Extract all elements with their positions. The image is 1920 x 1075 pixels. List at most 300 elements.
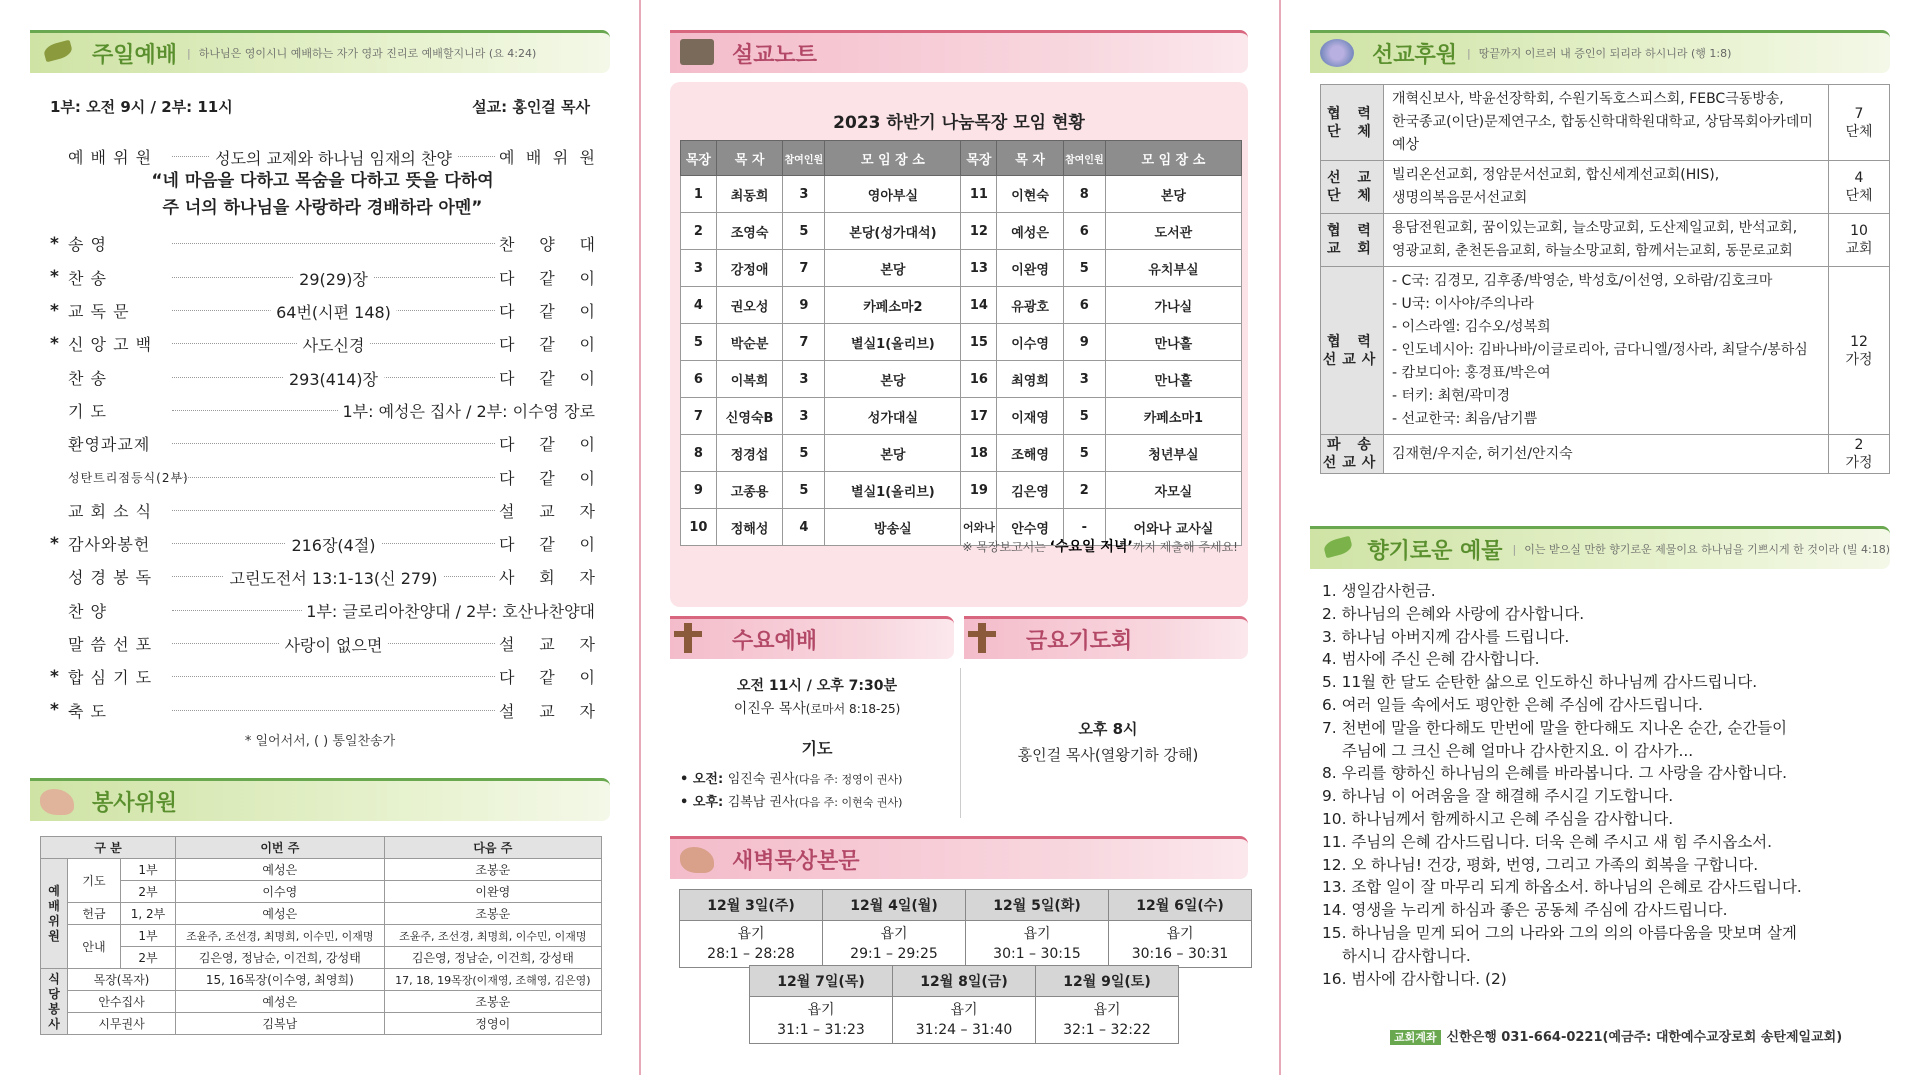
offering-item: 2. 하나님의 은혜와 사랑에 감사합니다. xyxy=(1322,604,1585,623)
table-row xyxy=(681,176,1242,213)
mission-label xyxy=(1321,435,1384,474)
offering-item: 13. 조합 일이 잘 마무리 되게 하옵소서. 하나님의 은혜로 감사드립니다. xyxy=(1322,878,1802,897)
mission-label-line: 단 체 xyxy=(1327,123,1377,140)
dawn-date: 12월 7일(목) xyxy=(750,966,893,997)
dawn-range: 32:1 – 32:22 xyxy=(1063,1022,1151,1038)
dawn-book: 욥기 xyxy=(1166,926,1194,942)
group-col-header: 목장 xyxy=(961,141,997,176)
standing-mark: * xyxy=(50,666,59,687)
offering-item: 10. 하나님께서 함께하시고 은혜 주심을 감사합니다. xyxy=(1322,809,1674,828)
group-cell: 5 xyxy=(1063,435,1105,472)
group-cell: 도서관 xyxy=(1105,213,1241,250)
mission-content xyxy=(1384,85,1829,161)
mission-count xyxy=(1829,85,1890,161)
group-cell: 안수영 xyxy=(997,509,1064,546)
table-row xyxy=(41,859,602,881)
order-detail: 고린도전서 13:1-13(신 279) xyxy=(224,566,444,589)
dawn-header xyxy=(670,836,1248,879)
order-leader-line xyxy=(172,149,495,169)
order-leader-line xyxy=(172,710,495,711)
mission-label-line: 선교사 xyxy=(1322,455,1382,471)
offering-list xyxy=(1322,580,1892,990)
table-row xyxy=(1321,435,1890,474)
worship-footnote: * 일어서서, ( ) 통일찬송가 xyxy=(244,734,396,749)
mission-title: 선교후원 xyxy=(1372,42,1458,68)
service-cell: 안수집사 xyxy=(68,991,176,1013)
group-cell: 이복희 xyxy=(716,361,783,398)
group-col-header: 목 자 xyxy=(716,141,783,176)
dawn-book: 욥기 xyxy=(737,926,765,942)
mission-content-line: - 인도네시아: 김바나바/이글로리아, 금다니엘/정사라, 최달수/봉하심 xyxy=(1392,342,1808,358)
group-cell: - xyxy=(1063,509,1105,546)
table-row xyxy=(681,435,1242,472)
group-cell: 본당(성가대석) xyxy=(825,213,961,250)
worship-order xyxy=(50,140,595,727)
friday-title: 금요기도회 xyxy=(1026,628,1133,654)
group-cell: 유치부실 xyxy=(1105,250,1241,287)
group-cell: 12 xyxy=(961,213,997,250)
group-cell: 8 xyxy=(1063,176,1105,213)
group-cell: 7 xyxy=(681,398,717,435)
group-col-header: 참여인원 xyxy=(783,141,825,176)
standing-mark: * xyxy=(50,300,59,321)
group-cell: 최영희 xyxy=(997,361,1064,398)
wednesday-title: 수요예배 xyxy=(732,628,818,654)
mission-content-line: 영광교회, 춘천돈음교회, 하늘소망교회, 함께서는교회, 동문로교회 xyxy=(1392,243,1793,259)
panel-divider xyxy=(639,0,641,1075)
service-cell: 조봉운 xyxy=(384,903,601,925)
table-row xyxy=(41,969,602,991)
order-performer: 다 같 이 xyxy=(499,268,595,288)
group-cell: 이수영 xyxy=(997,324,1064,361)
order-detail: 216장(4절) xyxy=(285,533,381,556)
wednesday-time: 오전 11시 / 오후 7:30분 xyxy=(736,678,898,694)
mission-label xyxy=(1321,85,1384,161)
group-cell: 별실1(올리브) xyxy=(825,324,961,361)
group-cell: 본당 xyxy=(1105,176,1241,213)
group-cell: 5 xyxy=(1063,398,1105,435)
group-cell: 신영숙B xyxy=(716,398,783,435)
prayer-next: (다음 주: 이현숙 권사) xyxy=(794,796,903,809)
group-cell: 7 xyxy=(783,250,825,287)
table-row xyxy=(41,947,602,969)
group-cell: 3 xyxy=(1063,361,1105,398)
table-row xyxy=(681,250,1242,287)
mission-count-line: 단체 xyxy=(1845,188,1873,204)
group-cell: 13 xyxy=(961,250,997,287)
bank-account: 신한은행 031-664-0221(예금주: 대한예수교장로회 송탄제일교회) xyxy=(1446,1030,1843,1045)
speaker-name: 이진우 목사 xyxy=(733,701,806,717)
dawn-date-row xyxy=(750,966,1179,997)
mission-table xyxy=(1320,84,1890,474)
group-table-title: 2023 하반기 나눔목장 모임 현황 xyxy=(833,113,1085,133)
order-label: 성탄트리점등식(2부) xyxy=(68,470,189,485)
mission-count xyxy=(1829,214,1890,267)
cross-icon xyxy=(964,619,1022,659)
prayer-am xyxy=(680,768,970,791)
order-label: 합 심 기 도 xyxy=(68,668,153,688)
order-row xyxy=(50,560,595,593)
service-cell: 조윤주, 조선경, 최명희, 이수민, 이재명 xyxy=(176,925,385,947)
service-cell: 목장(목자) xyxy=(68,969,176,991)
group-cell: 조해영 xyxy=(997,435,1064,472)
order-row xyxy=(50,660,595,693)
offering-item: 1. 생일감사헌금. xyxy=(1322,582,1436,600)
creed-text xyxy=(50,168,595,222)
group-cell: 만나홀 xyxy=(1105,361,1241,398)
dawn-book: 욥기 xyxy=(1023,926,1051,942)
group-cell: 본당 xyxy=(825,435,961,472)
mission-content-line: 한국종교(이단)문제연구소, 합동신학대학원대학교, 상담목회아카데미예상 xyxy=(1392,114,1813,153)
offering-item: 3. 하나님 아버지께 감사를 드립니다. xyxy=(1322,627,1570,646)
panel-divider xyxy=(1279,0,1281,1075)
group-cell: 3 xyxy=(783,176,825,213)
group-cell: 3 xyxy=(783,398,825,435)
sprout-icon xyxy=(1310,529,1363,569)
order-performer: 설 교 자 xyxy=(499,701,595,721)
worship-preacher: 설교: 홍인걸 목사 xyxy=(472,98,590,116)
group-cell: 9 xyxy=(783,287,825,324)
dawn-table-2 xyxy=(749,965,1179,1044)
mission-label-line: 협 력 xyxy=(1327,223,1377,239)
order-label: 성 경 봉 독 xyxy=(68,568,153,588)
dawn-date: 12월 6일(수) xyxy=(1109,890,1252,921)
service-cell: 1부 xyxy=(121,925,176,947)
group-cell: 16 xyxy=(961,361,997,398)
order-label: 기 도 xyxy=(68,401,107,421)
hands-icon xyxy=(30,781,88,821)
group-cell: 이재영 xyxy=(997,398,1064,435)
creed-line: “네 마음을 다하고 목숨을 다하고 뜻을 다하여 xyxy=(151,171,494,191)
prayer-next: (다음 주: 정영이 권사) xyxy=(794,773,903,786)
group-cell: 가나실 xyxy=(1105,287,1241,324)
dawn-range: 31:1 – 31:23 xyxy=(777,1022,865,1038)
mission-content-line: 용담전원교회, 꿈이있는교회, 늘소망교회, 도산제일교회, 반석교회, xyxy=(1392,220,1798,236)
order-label: 교 회 소 식 xyxy=(68,501,153,521)
group-cell: 방송실 xyxy=(825,509,961,546)
group-cell: 권오성 xyxy=(716,287,783,324)
bank-tag: 교회계좌 xyxy=(1390,1030,1441,1045)
order-label: 찬 송 xyxy=(68,368,107,388)
friday-speaker: 홍인걸 목사(열왕기하 강해) xyxy=(1017,746,1199,764)
group-cell: 10 xyxy=(681,509,717,546)
group-cell: 5 xyxy=(1063,250,1105,287)
mission-content-line: - 선교한국: 최음/남기쁨 xyxy=(1392,411,1538,427)
group-cell: 본당 xyxy=(825,250,961,287)
order-row xyxy=(50,360,595,393)
order-leader-line xyxy=(172,610,302,611)
group-cell: 14 xyxy=(961,287,997,324)
service-cell: 이수영 xyxy=(176,881,385,903)
group-cell: 4 xyxy=(681,287,717,324)
order-row xyxy=(50,594,595,627)
mission-label-line: 선 교 xyxy=(1327,170,1377,186)
group-cell: 본당 xyxy=(825,361,961,398)
mission-content xyxy=(1384,161,1829,214)
dawn-date: 12월 8일(금) xyxy=(893,966,1036,997)
order-detail: 29(29)장 xyxy=(293,267,374,290)
mission-label-line: 선교사 xyxy=(1322,351,1382,368)
order-label: 신 앙 고 백 xyxy=(68,335,153,355)
mission-content-line: 김재현/우지순, 허기선/안지숙 xyxy=(1392,445,1573,462)
dawn-verse-row xyxy=(750,997,1179,1044)
service-cell: 2부 xyxy=(121,881,176,903)
group-cell: 어와나 교사실 xyxy=(1105,509,1241,546)
standing-mark: * xyxy=(50,700,59,721)
group-cell: 15 xyxy=(961,324,997,361)
dawn-book: 욥기 xyxy=(950,1002,978,1018)
flower-icon xyxy=(1310,33,1368,73)
mission-content-line: - 캄보디아: 홍경표/박은여 xyxy=(1392,365,1551,381)
sermon-note-title: 설교노트 xyxy=(732,42,818,68)
mission-label-line: 단 체 xyxy=(1327,188,1377,204)
mission-label xyxy=(1321,161,1384,214)
order-performer: 찬 양 대 xyxy=(499,235,595,255)
order-row xyxy=(50,261,595,294)
sunday-worship-header xyxy=(30,30,610,73)
order-performer: 설 교 자 xyxy=(499,635,595,654)
mission-label-line: 협 력 xyxy=(1327,333,1377,350)
offering-item: 7. 천번에 말을 한다해도 만번에 말을 한다해도 지나온 순간, 순간들이 xyxy=(1322,718,1788,737)
order-detail: 사도신경 xyxy=(297,333,371,356)
group-col-header: 목 자 xyxy=(997,141,1064,176)
mission-content-line: - U국: 이사야/주의나라 xyxy=(1392,296,1534,312)
order-row xyxy=(50,227,595,260)
dawn-verse xyxy=(823,921,966,968)
mission-content-line: 개혁신보사, 박윤선장학회, 수원기독호스피스회, FEBC극동방송, xyxy=(1392,91,1784,107)
order-row xyxy=(50,460,595,493)
order-detail: 사랑이 없으면 xyxy=(279,633,389,656)
group-cell: 9 xyxy=(1063,324,1105,361)
dawn-range: 30:1 – 30:15 xyxy=(993,946,1081,962)
table-row xyxy=(1321,161,1890,214)
group-cell: 자모실 xyxy=(1105,472,1241,509)
table-row xyxy=(681,287,1242,324)
group-col-header: 목장 xyxy=(681,141,717,176)
order-leader-line xyxy=(172,569,495,589)
group-cell: 정경섭 xyxy=(716,435,783,472)
service-group-label: 예 배 위 원 xyxy=(41,859,68,969)
group-cell: 19 xyxy=(961,472,997,509)
order-row xyxy=(50,693,595,726)
mission-label-line: 교 회 xyxy=(1327,241,1377,257)
dawn-verse-row xyxy=(680,921,1252,968)
order-label: 송 영 xyxy=(68,235,107,255)
mission-content-line: 생명의복음문서선교회 xyxy=(1392,190,1528,206)
group-col-header: 참여인원 xyxy=(1063,141,1105,176)
friday-header xyxy=(964,616,1248,659)
order-leader-line xyxy=(172,510,495,511)
group-cell: 예성은 xyxy=(997,213,1064,250)
group-col-header: 모 임 장 소 xyxy=(825,141,961,176)
group-cell: 5 xyxy=(783,435,825,472)
group-table-note xyxy=(670,536,1238,556)
mission-verse: | 땅끝까지 이르러 내 증인이 되리라 하시니라 (행 1:8) xyxy=(1467,45,1731,61)
standing-mark: * xyxy=(50,333,59,354)
dawn-date: 12월 4일(월) xyxy=(823,890,966,921)
group-cell: 박순분 xyxy=(716,324,783,361)
order-leader-line xyxy=(172,443,495,444)
group-cell: 8 xyxy=(681,435,717,472)
order-performer: 1부: 글로리아찬양대 / 2부: 호산나찬양대 xyxy=(306,601,595,621)
order-leader-line xyxy=(172,243,495,244)
order-detail: 64번(시편 148) xyxy=(270,300,397,323)
table-row xyxy=(681,324,1242,361)
group-cell: 6 xyxy=(681,361,717,398)
mission-content-line: - 터키: 최현/곽미경 xyxy=(1392,388,1511,404)
order-performer: 예 배 위 원 xyxy=(499,148,595,168)
mission-count xyxy=(1829,161,1890,214)
friday-time: 오후 8시 xyxy=(1078,720,1138,738)
cross-icon xyxy=(670,619,728,659)
service-cell: 17, 18, 19목장(이재영, 조해영, 김은영) xyxy=(384,969,601,991)
order-leader-line xyxy=(172,477,495,478)
group-cell: 3 xyxy=(783,361,825,398)
offering-item: 12. 오 하나님! 건강, 평화, 번영, 그리고 가족의 회복을 구합니다. xyxy=(1322,855,1759,874)
order-leader-line xyxy=(172,676,495,677)
order-row xyxy=(50,527,595,560)
group-cell: 11 xyxy=(961,176,997,213)
order-leader-line xyxy=(172,410,338,411)
sunday-worship-verse: | 하나님은 영이시니 예배하는 자가 영과 진리로 예배할지니라 (요 4:24) xyxy=(187,45,536,61)
group-cell: 17 xyxy=(961,398,997,435)
service-col-header: 다음 주 xyxy=(384,837,601,859)
mission-content-line: - 이스라엘: 김수오/성복희 xyxy=(1392,319,1551,335)
order-performer: 설 교 자 xyxy=(499,501,595,521)
table-row xyxy=(681,398,1242,435)
table-row xyxy=(41,991,602,1013)
order-performer: 다 같 이 xyxy=(499,435,595,455)
wednesday-header xyxy=(670,616,954,659)
service-cell: 예성은 xyxy=(176,991,385,1013)
order-leader-line xyxy=(172,536,495,556)
order-performer: 다 같 이 xyxy=(499,668,595,688)
prayer-pm xyxy=(680,791,970,814)
dawn-range: 31:24 – 31:40 xyxy=(915,1022,1013,1038)
order-row xyxy=(50,327,595,360)
book-icon xyxy=(670,33,728,73)
prayer-name: 김복남 권사 xyxy=(727,795,795,810)
offering-item: 15. 하나님을 믿게 되어 그의 나라와 그의 의의 아름다움을 맛보며 살게 xyxy=(1322,923,1797,942)
mission-count-line: 교회 xyxy=(1845,241,1873,257)
dawn-verse xyxy=(1109,921,1252,968)
order-detail: 293(414)장 xyxy=(283,367,384,390)
wednesday-info xyxy=(672,675,962,760)
table-row xyxy=(41,925,602,947)
service-cell: 기도 xyxy=(68,859,121,903)
dawn-title: 새벽묵상본문 xyxy=(732,848,860,874)
group-cell: 카페소마2 xyxy=(825,287,961,324)
table-row xyxy=(681,472,1242,509)
dawn-range: 30:16 – 30:31 xyxy=(1131,946,1229,962)
service-col-header: 구 분 xyxy=(41,837,176,859)
service-cell: 김은영, 정남순, 이건희, 강성태 xyxy=(384,947,601,969)
order-row xyxy=(50,494,595,527)
mission-count-line: 2 xyxy=(1854,437,1864,453)
group-cell: 최동희 xyxy=(716,176,783,213)
group-cell: 조영숙 xyxy=(716,213,783,250)
group-cell: 18 xyxy=(961,435,997,472)
mission-count xyxy=(1829,435,1890,474)
mission-header xyxy=(1310,30,1890,73)
group-cell: 6 xyxy=(1063,213,1105,250)
table-row xyxy=(41,881,602,903)
hands-icon xyxy=(670,839,728,879)
group-cell: 카페소마1 xyxy=(1105,398,1241,435)
table-row xyxy=(41,1013,602,1035)
offering-item: 9. 하나님 이 어려움을 잘 해결해 주시길 기도합니다. xyxy=(1322,787,1674,806)
group-cell: 강정애 xyxy=(716,250,783,287)
offering-item: 주님에 그 크신 은혜 얼마나 감사한지요. 이 감사가... xyxy=(1342,741,1694,760)
table-row xyxy=(1321,85,1890,161)
mission-count-line: 가정 xyxy=(1845,351,1873,368)
order-leader-line xyxy=(172,269,495,289)
service-cell: 2부 xyxy=(121,947,176,969)
sermon-note-header xyxy=(670,30,1248,73)
mission-content xyxy=(1384,214,1829,267)
dawn-verse xyxy=(680,921,823,968)
group-table xyxy=(680,140,1242,546)
offering-item: 6. 여러 일들 속에서도 평안한 은혜 주심에 감사드립니다. xyxy=(1322,695,1703,714)
service-cell: 예성은 xyxy=(176,859,385,881)
order-row xyxy=(50,394,595,427)
dawn-verse xyxy=(750,997,893,1044)
order-label: 축 도 xyxy=(68,701,107,721)
group-cell: 청년부실 xyxy=(1105,435,1241,472)
service-group-label: 식 당 봉 사 xyxy=(41,969,68,1035)
standing-mark: * xyxy=(50,533,59,554)
group-cell: 만나홀 xyxy=(1105,324,1241,361)
service-table xyxy=(40,836,602,1035)
table-row xyxy=(681,213,1242,250)
worship-times: 1부: 오전 9시 / 2부: 11시 xyxy=(50,98,233,116)
worship-info xyxy=(50,96,590,117)
group-cell: 6 xyxy=(1063,287,1105,324)
service-cell: 1, 2부 xyxy=(121,903,176,925)
service-title: 봉사위원 xyxy=(92,790,178,816)
order-leader-line xyxy=(172,636,495,655)
order-performer: 다 같 이 xyxy=(499,302,595,322)
mission-content-line: 빌리온선교회, 정암문서선교회, 합신세계선교회(HIS), xyxy=(1392,167,1720,183)
service-cell: 김복남 xyxy=(176,1013,385,1035)
standing-mark: * xyxy=(50,233,59,254)
group-cell: 2 xyxy=(681,213,717,250)
mission-count-line: 가정 xyxy=(1845,455,1873,471)
note-text: 까지 제출해 주세요! xyxy=(1132,540,1238,554)
bank-info xyxy=(1390,1026,1842,1045)
dawn-book: 욥기 xyxy=(880,926,908,942)
order-performer: 사 회 자 xyxy=(499,568,595,588)
mission-label-line: 파 송 xyxy=(1327,437,1377,453)
mission-label-line: 협 력 xyxy=(1327,105,1377,122)
sunday-worship-title: 주일예배 xyxy=(92,42,178,68)
prayer-label: • 오후: xyxy=(680,795,728,810)
mission-count xyxy=(1829,267,1890,435)
leaf-icon xyxy=(30,33,88,73)
dawn-date: 12월 9일(토) xyxy=(1036,966,1179,997)
group-cell: 이현숙 xyxy=(997,176,1064,213)
table-row xyxy=(1321,267,1890,435)
group-col-header: 모 임 장 소 xyxy=(1105,141,1241,176)
offering-item: 14. 영생을 누리게 하심과 좋은 공동체 주심에 감사드립니다. xyxy=(1322,901,1728,920)
group-cell: 고종용 xyxy=(716,472,783,509)
mission-content xyxy=(1384,435,1829,474)
service-col-header: 이번 주 xyxy=(176,837,385,859)
wednesday-speaker xyxy=(672,698,962,721)
service-cell: 조윤주, 조선경, 최명희, 이수민, 이재명 xyxy=(384,925,601,947)
service-cell: 안내 xyxy=(68,925,121,969)
order-row xyxy=(50,627,595,660)
